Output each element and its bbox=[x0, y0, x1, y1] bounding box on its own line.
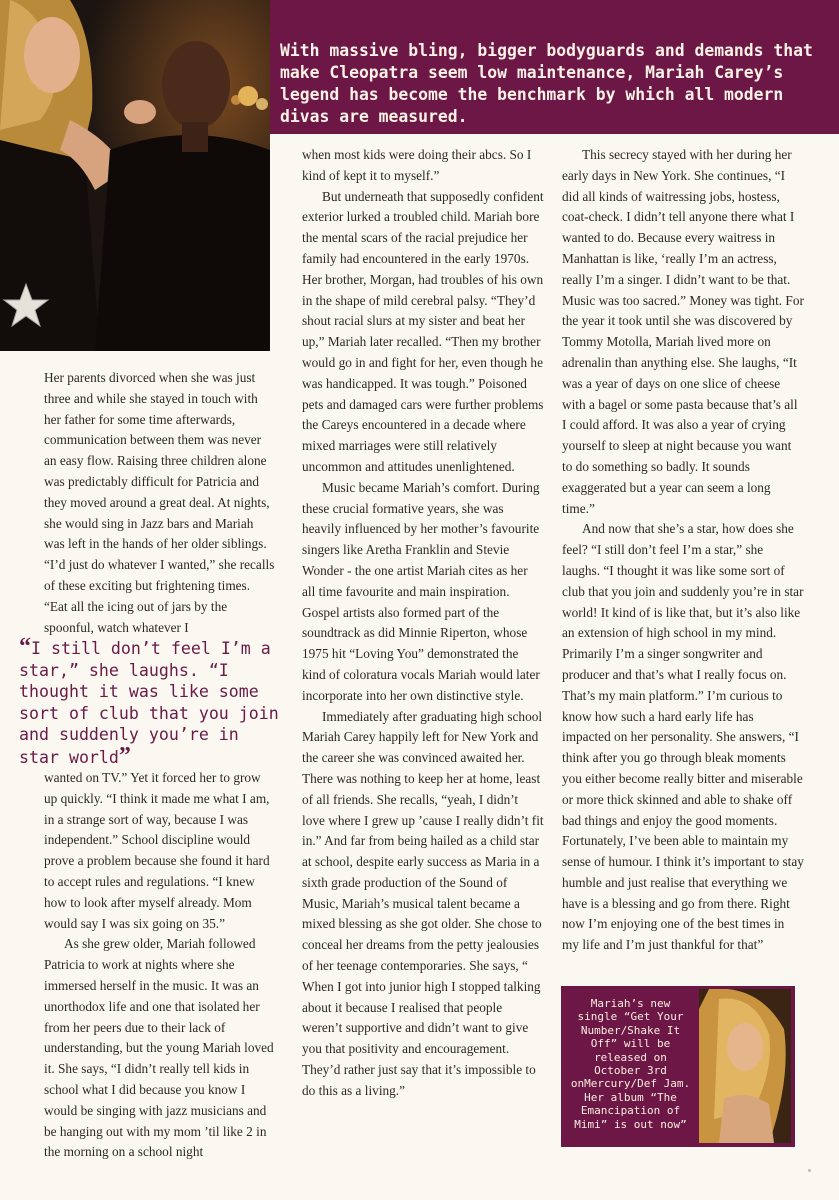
photo-illustration bbox=[0, 0, 270, 351]
paragraph: This secrecy stayed with her during her early days in New York. She continues, “I did all kinds of waitressing jobs, hostess, coat-check. I didn’t tell anyone there what I wanted to do. Because every waitress in Manhattan is like, ‘really I’m an actress, really I’m a singer. I didn’t want to be that. Music was too sacred.” Money was tight. For the year it took until she was discovered by Tommy Motolla, Mariah lived more on adrenalin than anything else. She laughs, “It was a year of days on one slice of cheese with a bagel or some pasta because that’s all I could afford. It was also a year of crying yourself to sleep at night because you want to do something so badly. It sounds exaggerated but a year can seem a long time.” bbox=[562, 147, 804, 516]
caption-text: Mariah’s new single “Get Your Number/Shake It Off” will be released on October 3rd onMercury/Def Jam. Her album “The Emancipation of Mimi” is out now” bbox=[570, 997, 691, 1131]
pull-quote bbox=[19, 634, 281, 769]
open-quote-mark: “ bbox=[19, 634, 31, 660]
paragraph: Her parents divorced when she was just three and while she stayed in touch with her father for some time afterwards, communication between them was never an easy flow. Raising three children alone was predictably difficult for Patricia and they moved around a great deal. At nights, she would sing in Jazz bars and Mariah was left in the hands of her older siblings. “I’d just do whatever I wanted,” she recalls of these exciting but frightening times. “Eat all the icing out of jars by the spoonful, watch whatever I bbox=[44, 370, 275, 635]
column-1-bottom bbox=[44, 768, 276, 1163]
page-mark bbox=[808, 1169, 811, 1172]
paragraph: Music became Mariah’s comfort. During these crucial formative years, she was heavily influenced by her mother’s favourite singers like Aretha Franklin and Stevie Wonder - the one artist Mariah cites as her all time favourite and main inspiration. Gospel artists also formed part of the soundtrack as did Minnie Riperton, whose 1975 hit “Loving You” demonstrated the kind of coloratura vocals Mariah would later incorporate into her own distinctive style. bbox=[302, 479, 540, 703]
headline: With massive bling, bigger bodyguards and demands that make Cleopatra seem low maintenance, Mariah Carey’s legend has become the benchmark by which all modern divas are measured. bbox=[280, 41, 813, 126]
paragraph: As she grew older, Mariah followed Patricia to work at nights where she immersed herself in the music. It was an unorthodox life and one that isolated her from her peers due to their lack of understanding, but the young Mariah loved it. She says, “I didn’t really tell kids in school what I did because you know I would be singing with jazz musicians and be hanging out with my mom ’til like 2 in the morning on a school night bbox=[44, 936, 274, 1160]
top-photo bbox=[0, 0, 270, 351]
column-3 bbox=[562, 145, 804, 956]
column-1-top bbox=[44, 368, 276, 638]
pull-quote-text: I still don’t feel I’m a star,” she laughs. “I thought it was like some sort of club that you join and suddenly you’re in star world bbox=[19, 639, 279, 767]
close-quote-mark: ” bbox=[118, 742, 131, 769]
column-2 bbox=[302, 145, 544, 1102]
paragraph: when most kids were doing their abcs. So I kind of kept it to myself.” bbox=[302, 147, 532, 183]
album-photo bbox=[699, 989, 791, 1143]
album-photo-illustration bbox=[699, 989, 791, 1143]
paragraph: But underneath that supposedly confident exterior lurked a troubled child. Mariah bore the mental scars of the racial prejudice her family had encountered in the early 1970s. Her brother, Morgan, had troubles of his own in the shape of mild cerebral palsy. “They’d shout racial slurs at my sister and beat her up,” Mariah later recalled. “Then my brother would go in and fight for her, even though he was handicapped. It was tough.” Poisoned pets and damaged cars were further problems the Careys encountered in a decade where mixed marriages were still relatively uncommon and attitudes unenlightened. bbox=[302, 188, 544, 474]
paragraph: Immediately after graduating high school Mariah Carey happily left for New York and the career she was convinced awaited her. There was nothing to keep her at home, least of all friends. She recalls, “yeah, I didn’t love where I grew up ’cause I really didn’t fit in.” And far from being hailed as a child star at school, despite early success as Maria in a sixth grade production of the Sound of Music, Mariah’s musical talent became a mixed blessing as she got older. She chose to conceal her dreams from the petty jealousies of her teenage contemporaries. She says, “ When I got into junior high I stopped talking about it because I realised that people weren’t supportive and didn’t want to give you that positivity and encouragement. They’d rather just say that it’s impossible to do this as a living.” bbox=[302, 708, 544, 1098]
paragraph: wanted on TV.” Yet it forced her to grow up quickly. “I think it made me what I am, in a strange sort of way, because I was independent.” School discipline would prove a problem because she found it hard to accept rules and regulations. “I knew how to look after myself already. Mom would say I was six going on 35.” bbox=[44, 770, 270, 931]
paragraph: And now that she’s a star, how does she feel? “I still don’t feel I’m a star,” she laughs. “I thought it was like some sort of club that you join and suddenly you’re in star world! It kind of is like that, but it’s also like an extension of high school in my mind. Primarily I’m a singer songwriter and producer and that’s what I really focus on. That’s my main platform.” I’m curious to know how such a hard early life has impacted on her personality. She answers, “I think after you go through bleak moments you either become really bitter and miserable or more thick skinned and able to shake off bad things and enjoy the good moments. Fortunately, I’ve been able to maintain my sense of humour. I think it’s important to stay humble and just realise that everything we have is a blessing and go from there. Right now I’m enjoying one of the best times in my life and I’m just thankful for that” bbox=[562, 521, 804, 953]
